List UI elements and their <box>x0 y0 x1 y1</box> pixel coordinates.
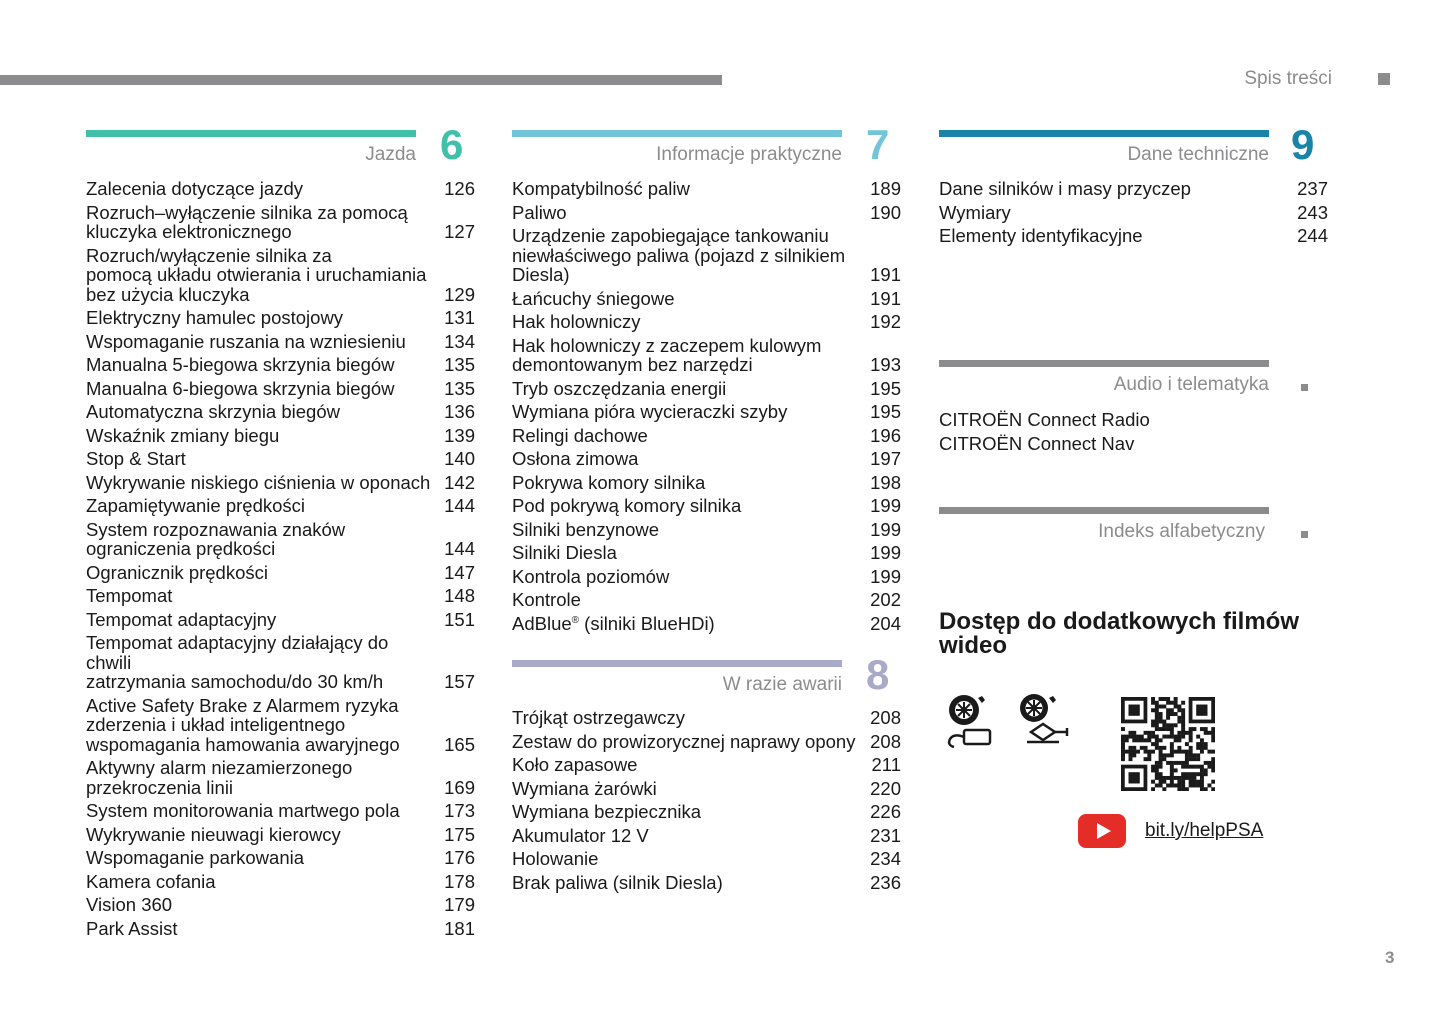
toc-entry-page: 193 <box>870 354 901 375</box>
toc-entry-title: Pod pokrywą komory silnika <box>512 495 742 516</box>
section-number: 8 <box>866 651 890 698</box>
toc-entry-title: Wymiana pióra wycieraczki szyby <box>512 401 788 422</box>
toc-entry-title: Aktywny alarm niezamierzonego przekroczenia linii <box>86 757 353 798</box>
toc-entry-page: 176 <box>444 847 475 868</box>
toc-entry[interactable] <box>86 848 475 872</box>
toc-entry-page: 157 <box>444 671 475 692</box>
toc-entry-title: CITROËN Connect Nav <box>939 432 1135 454</box>
toc-entry-title: Kompatybilność paliw <box>512 178 690 199</box>
toc-entry[interactable] <box>512 543 901 567</box>
toc-entry-page: 126 <box>444 178 475 199</box>
toc-entry-title: Paliwo <box>512 201 567 223</box>
toc-entry-title: Wskaźnik zmiany biegu <box>86 424 280 446</box>
toc-entry-title: CITROËN Connect Radio <box>939 409 1150 430</box>
toc-entry-title: Zalecenia dotyczące jazdy <box>86 178 303 199</box>
toc-entry-page: 199 <box>870 518 901 540</box>
toc-entry-title: Vision 360 <box>86 894 173 915</box>
qr-code-icon[interactable] <box>1121 697 1215 791</box>
toc-entry[interactable] <box>512 312 901 336</box>
toc-entry-title: Tryb oszczędzania energii <box>512 377 727 399</box>
toc-entry-title: Wymiary <box>939 201 1011 223</box>
toc-entry-page: 178 <box>444 870 475 892</box>
toc-entry[interactable] <box>512 226 901 289</box>
toc-entry-title: Manualna 6-biegowa skrzynia biegów <box>86 377 395 399</box>
toc-entry-page: 151 <box>444 608 475 630</box>
toc-entry-page: 191 <box>870 287 901 309</box>
toc-entry-page: 199 <box>870 542 901 563</box>
toc-entry-title: Kontrole <box>512 589 581 610</box>
section-title: Indeks alfabetyczny <box>1098 521 1265 542</box>
toc-entry[interactable] <box>939 410 1328 434</box>
toc-entry-page: 131 <box>444 307 475 328</box>
toc-entry-page: 139 <box>444 424 475 446</box>
toc-list-jazda <box>86 179 475 942</box>
section-number: 9 <box>1291 121 1315 168</box>
adblue-rest: (silniki BlueHDi) <box>579 612 715 634</box>
toc-entry-page: 220 <box>870 777 901 799</box>
section-title: Audio i telematyka <box>1113 374 1269 395</box>
toc-entry[interactable] <box>86 355 475 379</box>
toc-entry[interactable] <box>512 590 901 614</box>
toc-entry[interactable] <box>512 567 901 591</box>
toc-list-informacje <box>512 179 901 637</box>
toc-entry-page: 208 <box>870 707 901 728</box>
wheel-jack-icon[interactable] <box>1017 692 1073 750</box>
toc-entry[interactable] <box>939 179 1328 203</box>
toc-entry[interactable] <box>86 895 475 919</box>
toc-entry[interactable] <box>512 496 901 520</box>
toc-entry-page: 199 <box>870 565 901 587</box>
section-square-icon <box>1301 384 1308 391</box>
toc-entry[interactable] <box>512 614 901 638</box>
toc-entry-page: 135 <box>444 377 475 399</box>
toc-entry-title: Relingi dachowe <box>512 424 648 446</box>
header-rule <box>0 75 722 85</box>
toc-entry[interactable] <box>86 758 475 801</box>
toc-entry-title: Hak holowniczy <box>512 311 641 332</box>
toc-entry-title: Tempomat adaptacyjny działający do chwili zatrzymania samochodu/do 30 km/h <box>86 632 389 692</box>
toc-entry-page: 195 <box>870 377 901 399</box>
toc-entry-page: 191 <box>870 264 901 285</box>
toc-entry-title: Zapamiętywanie prędkości <box>86 495 306 516</box>
toc-entry-page: 197 <box>870 448 901 469</box>
toc-entry-title: Urządzenie zapobiegające tankowaniu niewłaściwego paliwa (pojazd z silnikiem Diesla) <box>512 225 846 285</box>
toc-entry[interactable] <box>939 226 1328 250</box>
toc-entry-title: Elementy identyfikacyjne <box>939 225 1143 246</box>
toc-entry-page: 181 <box>444 917 475 939</box>
toc-entry-title: Tempomat <box>86 585 173 606</box>
header-square-icon <box>1378 73 1390 85</box>
toc-entry-page: 148 <box>444 585 475 606</box>
toc-entry-title: Wspomaganie parkowania <box>86 847 305 868</box>
toc-entry-page: 175 <box>444 823 475 845</box>
toc-entry[interactable] <box>86 246 475 309</box>
toc-entry-title: Tempomat adaptacyjny <box>86 608 277 630</box>
toc-entry-title: Stop & Start <box>86 448 186 469</box>
toc-entry[interactable] <box>86 520 475 563</box>
toc-entry[interactable] <box>86 919 475 943</box>
toc-entry[interactable] <box>512 732 901 756</box>
section-square-icon <box>1301 531 1308 538</box>
toc-entry-title: Hak holowniczy z zaczepem kulowym demontowanym bez narzędzi <box>512 334 822 375</box>
toc-entry-title: Brak paliwa (silnik Diesla) <box>512 871 723 893</box>
toc-entry[interactable] <box>512 779 901 803</box>
section-title: W razie awarii <box>722 674 842 695</box>
toc-entry[interactable] <box>86 402 475 426</box>
toc-entry[interactable] <box>512 520 901 544</box>
toc-entry-title: Zestaw do prowizorycznej naprawy opony <box>512 730 856 752</box>
toc-entry-title: Wspomaganie ruszania na wzniesieniu <box>86 330 406 352</box>
toc-entry-title: Elektryczny hamulec postojowy <box>86 307 344 328</box>
toc-entry-title: Koło zapasowe <box>512 754 638 775</box>
toc-entry[interactable] <box>939 434 1328 458</box>
toc-entry[interactable] <box>512 708 901 732</box>
toc-entry-title: Kamera cofania <box>86 870 216 892</box>
toc-entry-page: 234 <box>870 848 901 869</box>
toc-entry[interactable] <box>86 203 475 246</box>
toc-entry[interactable] <box>86 473 475 497</box>
toc-entry[interactable] <box>86 610 475 634</box>
toc-entry[interactable] <box>512 449 901 473</box>
registered-mark: ® <box>571 614 580 626</box>
toc-entry[interactable] <box>86 308 475 332</box>
toc-entry[interactable] <box>512 289 901 313</box>
section-bar <box>86 130 416 137</box>
toc-entry-title: Wykrywanie niskiego ciśnienia w oponach <box>86 471 431 493</box>
toc-entry-page: 169 <box>444 776 475 798</box>
toc-entry-page: 237 <box>1297 178 1328 199</box>
toc-entry[interactable] <box>512 426 901 450</box>
toc-entry-title: System rozpoznawania znaków ograniczenia prędkości <box>86 518 346 559</box>
toc-entry-title: Silniki Diesla <box>512 542 617 563</box>
toc-entry-title: Akumulator 12 V <box>512 824 649 846</box>
toc-entry-page: 195 <box>870 401 901 422</box>
toc-entry-page: 244 <box>1297 225 1328 246</box>
toc-entry-page: 190 <box>870 201 901 223</box>
toc-entry-page: 196 <box>870 424 901 446</box>
toc-entry[interactable] <box>86 426 475 450</box>
toc-entry[interactable] <box>86 825 475 849</box>
toc-entry-title: Manualna 5-biegowa skrzynia biegów <box>86 354 395 375</box>
toc-entry-page: 127 <box>444 221 475 242</box>
toc-entry-title: Łańcuchy śniegowe <box>512 287 675 309</box>
toc-entry-title: Active Safety Brake z Alarmem ryzyka zderzenia i układ inteligentnego wspomagania hamowania awaryjnego <box>86 694 400 755</box>
toc-entry[interactable] <box>512 826 901 850</box>
toc-entry-page: 136 <box>444 401 475 422</box>
toc-entry-page: 134 <box>444 330 475 352</box>
youtube-icon[interactable] <box>1078 814 1126 848</box>
toc-entry-title: Pokrywa komory silnika <box>512 471 706 493</box>
toc-entry[interactable] <box>512 473 901 497</box>
section-title: Informacje praktyczne <box>656 144 842 165</box>
toc-entry-page: 231 <box>870 824 901 846</box>
section-bar <box>512 660 842 667</box>
toc-entry-page: 144 <box>444 538 475 559</box>
toc-entry[interactable] <box>86 696 475 759</box>
toc-entry-title: Wymiana żarówki <box>512 777 657 799</box>
toc-entry-page: 165 <box>444 733 475 755</box>
toc-entry-page: 189 <box>870 178 901 199</box>
toc-entry[interactable] <box>512 802 901 826</box>
toc-entry-page: 236 <box>870 871 901 893</box>
toc-entry-page: 208 <box>870 730 901 752</box>
section-title: Dane techniczne <box>1127 144 1269 165</box>
page-number: 3 <box>1385 948 1395 967</box>
toc-entry-title: Dane silników i masy przyczep <box>939 178 1191 199</box>
toc-entry-page: 243 <box>1297 201 1328 223</box>
toc-entry-title: System monitorowania martwego pola <box>86 800 400 821</box>
toc-entry[interactable] <box>512 336 901 379</box>
toc-entry-title: Osłona zimowa <box>512 448 639 469</box>
toc-entry-page: 173 <box>444 800 475 821</box>
section-bar <box>512 130 842 137</box>
toc-entry-title: Automatyczna skrzynia biegów <box>86 401 340 422</box>
toc-entry-title: Ogranicznik prędkości <box>86 561 268 583</box>
section-number: 7 <box>866 121 890 168</box>
toc-entry-title: Holowanie <box>512 848 599 869</box>
video-section-title: Dostęp do dodatkowych filmów wideo <box>939 608 1300 659</box>
toc-entry[interactable] <box>939 203 1328 227</box>
toc-entry[interactable] <box>86 332 475 356</box>
toc-entry-title: Park Assist <box>86 917 178 939</box>
section-bar <box>939 507 1269 514</box>
toc-entry-page: 226 <box>870 801 901 822</box>
toc-entry[interactable] <box>512 179 901 203</box>
toc-entry[interactable] <box>86 563 475 587</box>
toc-entry[interactable] <box>86 449 475 473</box>
toc-entry[interactable] <box>86 179 475 203</box>
toc-entry[interactable] <box>86 633 475 696</box>
toc-entry-title: Rozruch/wyłączenie silnika za pomocą układu otwierania i uruchamiania bez użycia kluczyka <box>86 244 427 305</box>
toc-entry-page: 198 <box>870 471 901 493</box>
section-title: Jazda <box>365 144 416 165</box>
toc-entry-page: 204 <box>870 612 901 634</box>
toc-entry-page: 211 <box>871 754 901 775</box>
toc-entry[interactable] <box>512 203 901 227</box>
toc-entry-page: 144 <box>444 495 475 516</box>
section-number: 6 <box>440 121 464 168</box>
video-link[interactable]: bit.ly/helpPSA <box>1145 820 1264 841</box>
adblue-name: AdBlue <box>512 612 572 634</box>
toc-entry-page: 140 <box>444 448 475 469</box>
toc-list-awaria <box>512 708 901 896</box>
toc-entry-title: Silniki benzynowe <box>512 518 660 540</box>
toc-entry[interactable] <box>512 379 901 403</box>
toc-entry[interactable] <box>512 755 901 779</box>
toc-entry-title: Wykrywanie nieuwagi kierowcy <box>86 823 341 845</box>
toc-entry[interactable] <box>512 873 901 897</box>
toc-entry-page: 142 <box>444 471 475 493</box>
toc-entry-page: 129 <box>444 283 475 305</box>
wheel-repair-kit-icon[interactable] <box>944 692 996 750</box>
toc-entry-page: 179 <box>444 894 475 915</box>
toc-entry-title: Rozruch–wyłączenie silnika za pomocą kluczyka elektronicznego <box>86 201 408 242</box>
toc-entry[interactable] <box>86 801 475 825</box>
toc-entry-page: 202 <box>870 589 901 610</box>
section-bar <box>939 130 1269 137</box>
toc-entry-title: Kontrola poziomów <box>512 565 670 587</box>
toc-entry[interactable] <box>86 379 475 403</box>
toc-list-audio <box>939 410 1328 457</box>
toc-entry[interactable] <box>86 586 475 610</box>
toc-entry[interactable] <box>86 872 475 896</box>
toc-entry[interactable] <box>512 402 901 426</box>
section-bar <box>939 360 1269 367</box>
toc-entry-page: 199 <box>870 495 901 516</box>
toc-entry-page: 135 <box>444 354 475 375</box>
toc-entry[interactable] <box>512 849 901 873</box>
toc-entry-title: Trójkąt ostrzegawczy <box>512 707 686 728</box>
toc-entry-title <box>512 614 901 634</box>
header-title: Spis treści <box>1244 68 1332 89</box>
toc-entry-page: 147 <box>444 561 475 583</box>
toc-list-dane <box>939 179 1328 250</box>
toc-entry-page: 192 <box>870 311 901 332</box>
toc-entry-title: Wymiana bezpiecznika <box>512 801 702 822</box>
toc-entry[interactable] <box>86 496 475 520</box>
